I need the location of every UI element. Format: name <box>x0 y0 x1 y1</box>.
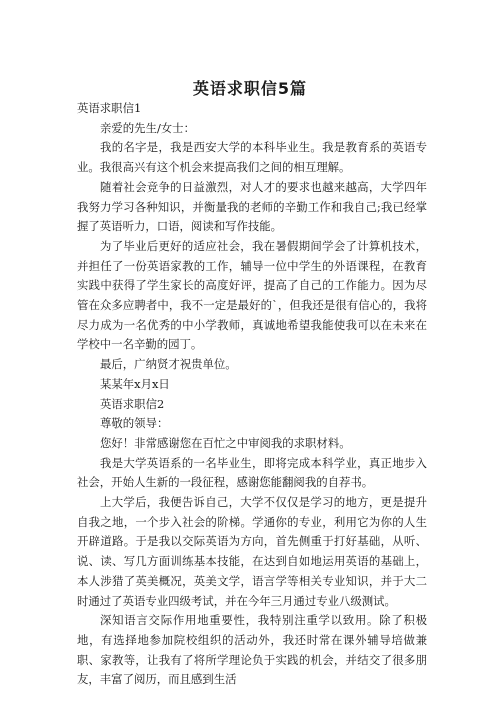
paragraph: 英语求职信1 <box>77 101 142 115</box>
paragraph: 尊敬的领导： <box>100 416 169 431</box>
paragraph: 您好！非常感谢您在百忙之中审阅我的求职材料。 <box>100 435 351 450</box>
paragraph: 随着社会竞争的日益激烈，对人才的要求也越来越高，大学四年我努力学习各种知识，并衡量我的老师的辛勤工作和我自己;我已经掌握了英语听力，口语，阅读和写作技能。 <box>77 179 427 234</box>
document-title: 英语求职信5篇 <box>192 79 308 98</box>
paragraph: 最后，广纳贤才祝贵单位。 <box>100 357 237 372</box>
paragraph: 深知语言交际作用地重要性，我特别注重学以致用。除了积极地，有选择地参加院校组织的活动外，我还时常在课外辅导培做兼职、家教等，让我有了将所学理论负于实践的机会，并结交了很多朋友，丰富了阅历，而且感到生活 <box>77 613 427 687</box>
paragraph: 我是大学英语系的一名毕业生，即将完成本科学业，真正地步入社会，开始人生新的一段征程，感谢您能翻阅我的自荐书。 <box>77 455 427 490</box>
paragraph: 某某年x月x日 <box>100 376 170 391</box>
document-body <box>77 99 427 690</box>
paragraph: 英语求职信2 <box>100 396 165 411</box>
paragraph: 为了毕业后更好的适应社会，我在暑假期间学会了计算机技术，并担任了一份英语家教的工作，辅导一位中学生的外语课程，在教育实践中获得了学生家长的高度好评，提高了自己的工作能力。因为尽管在众多应聘者中，我不一定是最好的`，但我还是很有信心的，我将尽力成为一名优秀的中小学教师，真诚地希望我能使我可以在未来在学校中一名辛勤的园丁。 <box>77 238 427 352</box>
paragraph: 亲爱的先生/女士： <box>100 120 195 135</box>
paragraph: 我的名字是，我是西安大学的本科毕业生。我是教育系的英语专业。我很高兴有这个机会来提高我们之间的相互理解。 <box>77 140 427 175</box>
paragraph: 上大学后，我便告诉自己，大学不仅仅是学习的地方，更是提升自我之地，一个步入社会的阶梯。学通你的专业，利用它为你的人生开辟道路。于是我以交际英语为方向，首先侧重于打好基础，从听、说、读、写几方面训练基本技能，在达到自如地运用英语的基础上，本人涉猎了英美概况，英美文学，语言学等相关专业知识，并于大二时通过了英语专业四级考试，并在今年三月通过专业八级测试。 <box>77 495 427 608</box>
